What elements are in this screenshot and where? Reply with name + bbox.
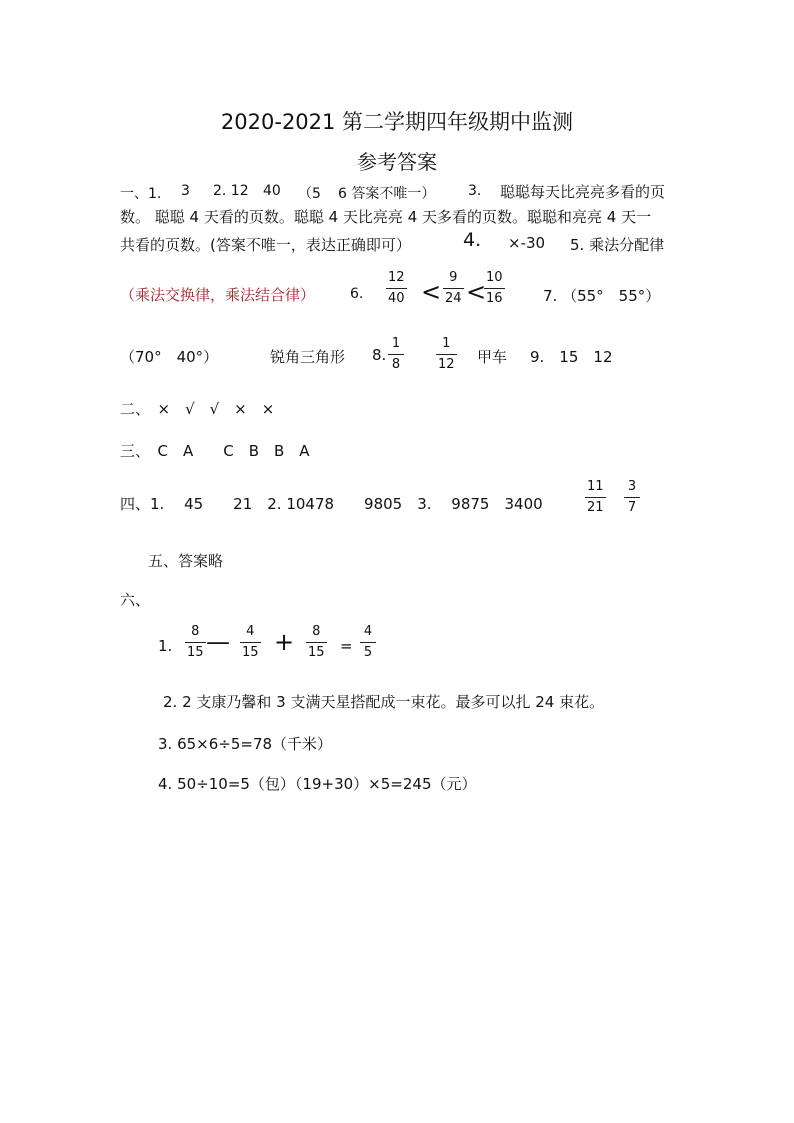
numerator: 9	[449, 270, 458, 285]
fraction-4-15	[240, 624, 261, 661]
numerator: 11	[587, 479, 604, 494]
denominator: 15	[187, 645, 204, 660]
denominator: 24	[445, 291, 462, 306]
fraction-9-24	[443, 270, 464, 307]
s1-q7-answer-b: （70° 40°）	[120, 348, 219, 366]
section-5-answers: 五、答案略	[148, 552, 224, 570]
numerator: 8	[312, 624, 321, 639]
s1-q8-answer: 甲车	[477, 348, 508, 366]
section-3-answers: 三、 C A C B B A	[120, 442, 310, 460]
fraction-bar	[624, 497, 640, 498]
section-4-answers: 四、1. 45 21 2. 10478 9805 3. 9875 3400	[120, 495, 543, 513]
fraction-bar	[443, 288, 464, 289]
s1-q1-label: 一、1.	[120, 186, 162, 202]
numerator: 1	[391, 336, 401, 351]
denominator: 16	[486, 291, 503, 306]
s6-q1-label: 1.	[158, 637, 173, 655]
denominator: 21	[587, 500, 604, 515]
s1-q3-label: 3.	[468, 183, 482, 199]
numerator: 10	[486, 270, 503, 285]
s1-q2-alt-a: （5	[298, 186, 321, 202]
s6-q4-answer: 4. 50÷10=5（包）（19+30）×5=245（元）	[158, 775, 477, 793]
numerator: 3	[627, 479, 637, 494]
fraction-4-5	[360, 624, 376, 661]
s1-q7-triangle: 锐角三角形	[270, 348, 346, 366]
s1-q8-label: 8.	[372, 346, 387, 364]
denominator: 8	[391, 357, 401, 372]
s1-line3: 共看的页数。(答案不唯一，表达正确即可）	[120, 236, 411, 254]
denominator: 15	[308, 645, 325, 660]
fraction-1-8	[388, 336, 404, 373]
less-than-sign: <	[466, 278, 487, 306]
fraction-bar	[585, 497, 606, 498]
fraction-bar	[436, 354, 457, 355]
numerator: 4	[363, 624, 373, 639]
s1-q6-label: 6.	[350, 286, 364, 302]
s1-q1-answer: 3	[181, 183, 190, 199]
fraction-bar	[484, 288, 505, 289]
fraction-3-7	[624, 479, 640, 516]
fraction-10-16	[484, 270, 505, 307]
fraction-1-12	[436, 336, 457, 373]
s6-q3-answer: 3. 65×6÷5=78（千米）	[158, 735, 333, 753]
numerator: 4	[246, 624, 255, 639]
s1-q5-alt-answer: （乘法交换律，乘法结合律）	[120, 286, 316, 304]
numerator: 8	[191, 624, 200, 639]
denominator: 5	[363, 645, 373, 660]
equals-sign: =	[340, 637, 353, 655]
s1-q5-answer: 5. 乘法分配律	[570, 236, 665, 254]
page-subtitle: 参考答案	[357, 150, 437, 174]
less-than-sign: <	[421, 278, 442, 306]
fraction-8-15	[185, 624, 206, 661]
plus-sign: +	[274, 628, 295, 656]
fraction-bar	[240, 642, 261, 643]
fraction-bar	[360, 642, 376, 643]
fraction-12-40	[386, 270, 407, 307]
denominator: 7	[627, 500, 637, 515]
page-title: 2020-2021 第二学期四年级期中监测	[220, 110, 574, 134]
s1-q7-answer: 7. （55° 55°）	[543, 287, 661, 305]
fraction-bar	[185, 642, 206, 643]
numerator: 1	[442, 336, 451, 351]
section-2-answers: 二、 × √ √ × ×	[120, 400, 275, 418]
fraction-8-15	[306, 624, 327, 661]
denominator: 15	[242, 645, 259, 660]
numerator: 12	[388, 270, 405, 285]
minus-sign: —	[206, 628, 230, 656]
s1-q3-text: 聪聪每天比亮亮多看的页	[500, 183, 666, 201]
s1-q2-answer-b: 40	[263, 183, 281, 199]
s6-q2-answer: 2. 2 支康乃馨和 3 支满天星搭配成一束花。最多可以扎 24 束花。	[163, 693, 605, 711]
denominator: 40	[388, 291, 405, 306]
s1-q2-answer-a: 2. 12	[213, 183, 249, 199]
s1-q4-label: 4.	[463, 229, 482, 251]
s1-line2: 数。 聪聪 4 天看的页数。聪聪 4 天比亮亮 4 天多看的页数。聪聪和亮亮 4 天一	[120, 208, 652, 226]
s1-q4-answer: ×-30	[508, 234, 546, 252]
denominator: 12	[438, 357, 455, 372]
fraction-bar	[306, 642, 327, 643]
fraction-11-21	[585, 479, 606, 516]
s1-q2-alt-b: 6 答案不唯一）	[338, 186, 436, 202]
fraction-bar	[386, 288, 407, 289]
s1-q9-answer: 9. 15 12	[530, 348, 613, 366]
fraction-bar	[388, 354, 404, 355]
section-6-heading: 六、	[120, 591, 151, 609]
